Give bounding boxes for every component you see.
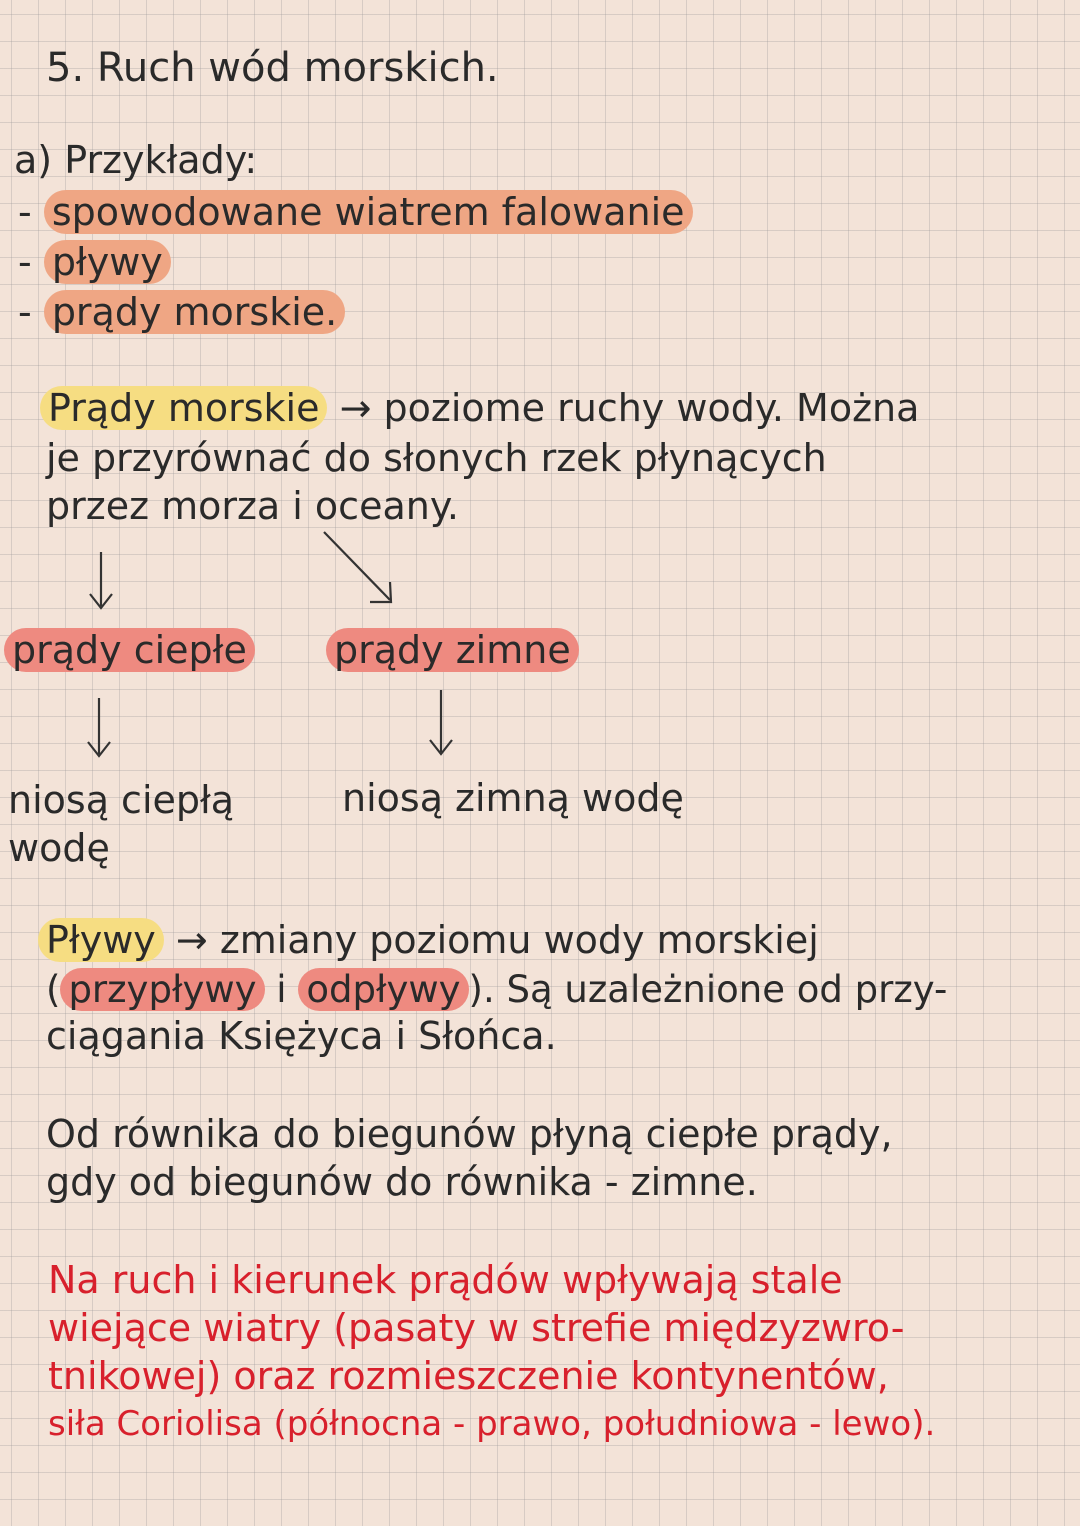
currents-line: poziome ruchy wody. Można: [383, 386, 920, 430]
warm-currents-label: [4, 628, 255, 672]
cold-currents-desc: niosą zimną wodę: [342, 776, 684, 820]
list-dash: -: [18, 290, 32, 334]
cause-item: [18, 190, 693, 234]
tides-line-rest: ). Są uzależnione od przy-: [468, 968, 948, 1011]
factors-line: wiejące wiatry (pasaty w strefie międzyzwro-: [48, 1306, 905, 1350]
arrow-down-icon: [84, 696, 114, 760]
tides-definition: [38, 918, 819, 962]
cause-text: pływy: [44, 240, 171, 284]
cause-item: [18, 290, 345, 334]
tides-line: [46, 968, 947, 1012]
warm-currents-text: prądy ciepłe: [4, 628, 255, 672]
arrow-diagonal-icon: [320, 528, 400, 608]
direction-line: Od równika do biegunów płyną ciepłe prądy,: [46, 1112, 893, 1156]
causes-heading: a) Przykłady:: [14, 138, 258, 182]
list-dash: -: [18, 190, 32, 234]
currents-line: je przyrównać do słonych rzek płynących: [46, 436, 827, 480]
list-dash: -: [18, 240, 32, 284]
currents-term: Prądy morskie: [40, 386, 327, 430]
tides-line: ciągania Księżyca i Słońca.: [46, 1014, 557, 1058]
tides-line: zmiany poziomu wody morskiej: [219, 918, 819, 962]
factors-line: Na ruch i kierunek prądów wpływają stale: [48, 1258, 843, 1302]
cold-currents-label: [326, 628, 579, 672]
tides-term: Pływy: [38, 918, 164, 962]
flood-tide: przypływy: [60, 968, 264, 1011]
cause-item: [18, 240, 171, 284]
warm-currents-desc: wodę: [8, 826, 110, 870]
factors-line: siła Coriolisa (północna - prawo, południowa - lewo).: [48, 1404, 936, 1444]
cause-text: prądy morskie.: [44, 290, 345, 334]
factors-line: tnikowej) oraz rozmieszczenie kontynentów,: [48, 1354, 889, 1398]
ebb-tide: odpływy: [298, 968, 468, 1011]
paren: (: [46, 968, 61, 1011]
currents-definition: [40, 386, 919, 430]
arrow-down-icon: [86, 550, 116, 612]
arrow-icon: →: [175, 918, 208, 962]
cause-text: spowodowane wiatrem falowanie: [44, 190, 693, 234]
direction-line: gdy od biegunów do równika - zimne.: [46, 1160, 758, 1204]
cold-currents-text: prądy zimne: [326, 628, 579, 672]
conjunction: i: [276, 968, 287, 1011]
arrow-down-icon: [426, 688, 456, 758]
page-title: 5. Ruch wód morskich.: [46, 45, 499, 91]
currents-line: przez morza i oceany.: [46, 484, 459, 528]
arrow-icon: →: [339, 386, 372, 430]
warm-currents-desc: niosą ciepłą: [8, 778, 235, 822]
